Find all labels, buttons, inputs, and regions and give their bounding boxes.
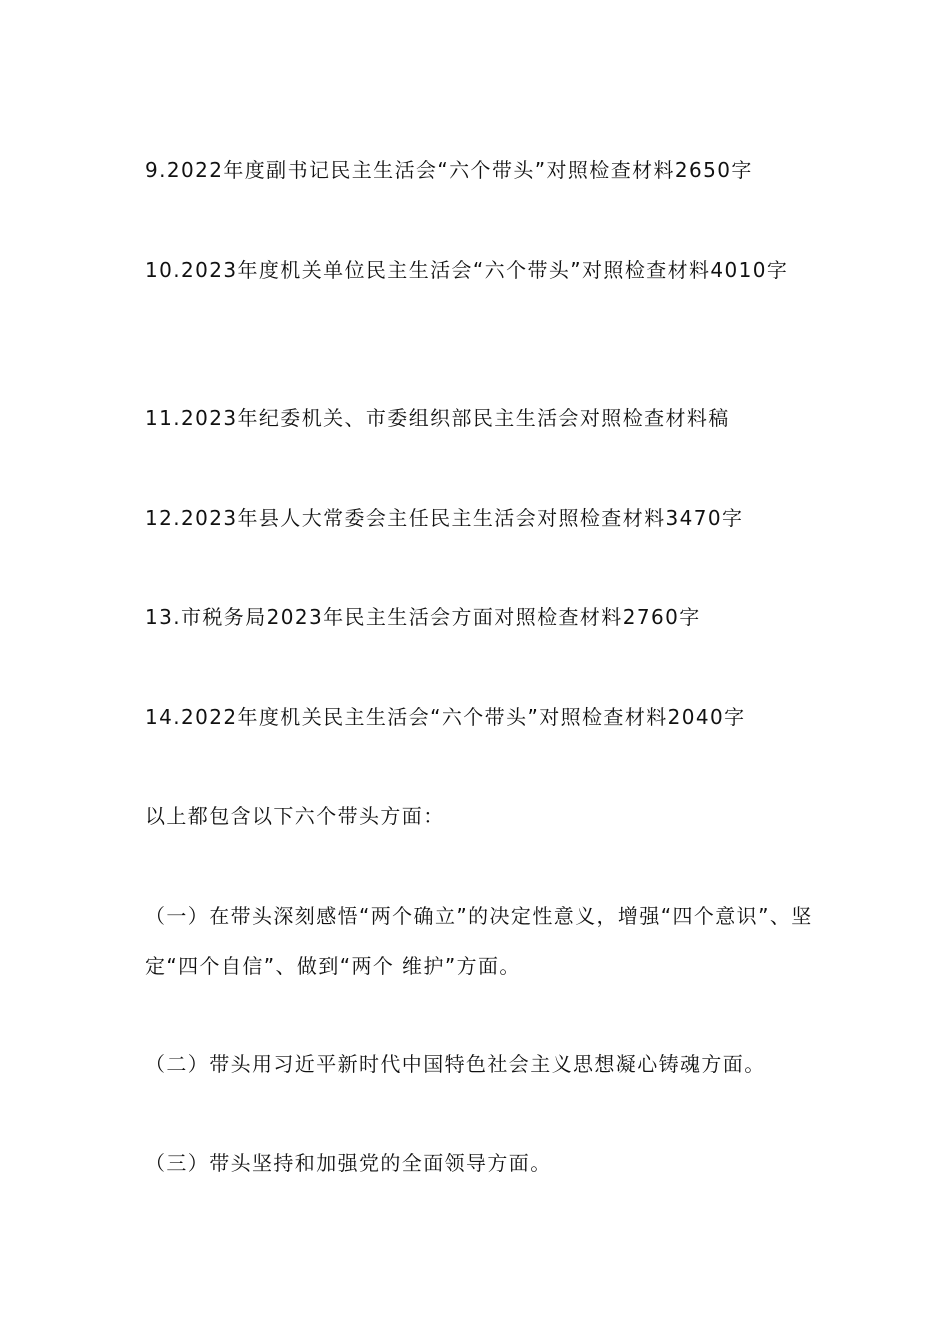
list-item: 11.2023年纪委机关、市委组织部民主生活会对照检查材料稿 (145, 406, 730, 430)
aspect-item: （一）在带头深刻感悟“两个确立”的决定性意义，增强“四个意识”、坚定“四个自信”、做到“两个 维护”方面。 (145, 904, 813, 978)
list-item: 14.2022年度机关民主生活会“六个带头”对照检查材料2040字 (145, 705, 746, 729)
list-item: 10.2023年度机关单位民主生活会“六个带头”对照检查材料4010字 (145, 258, 789, 282)
list-item: 9.2022年度副书记民主生活会“六个带头”对照检查材料2650字 (145, 158, 753, 182)
intro-text: 以上都包含以下六个带头方面： (145, 804, 445, 828)
list-item: 12.2023年县人大常委会主任民主生活会对照检查材料3470字 (145, 506, 744, 530)
list-item: 13.市税务局2023年民主生活会方面对照检查材料2760字 (145, 605, 701, 629)
aspect-item: （二）带头用习近平新时代中国特色社会主义思想凝心铸魂方面。 (145, 1052, 766, 1076)
aspect-item: （三）带头坚持和加强党的全面领导方面。 (145, 1151, 552, 1175)
